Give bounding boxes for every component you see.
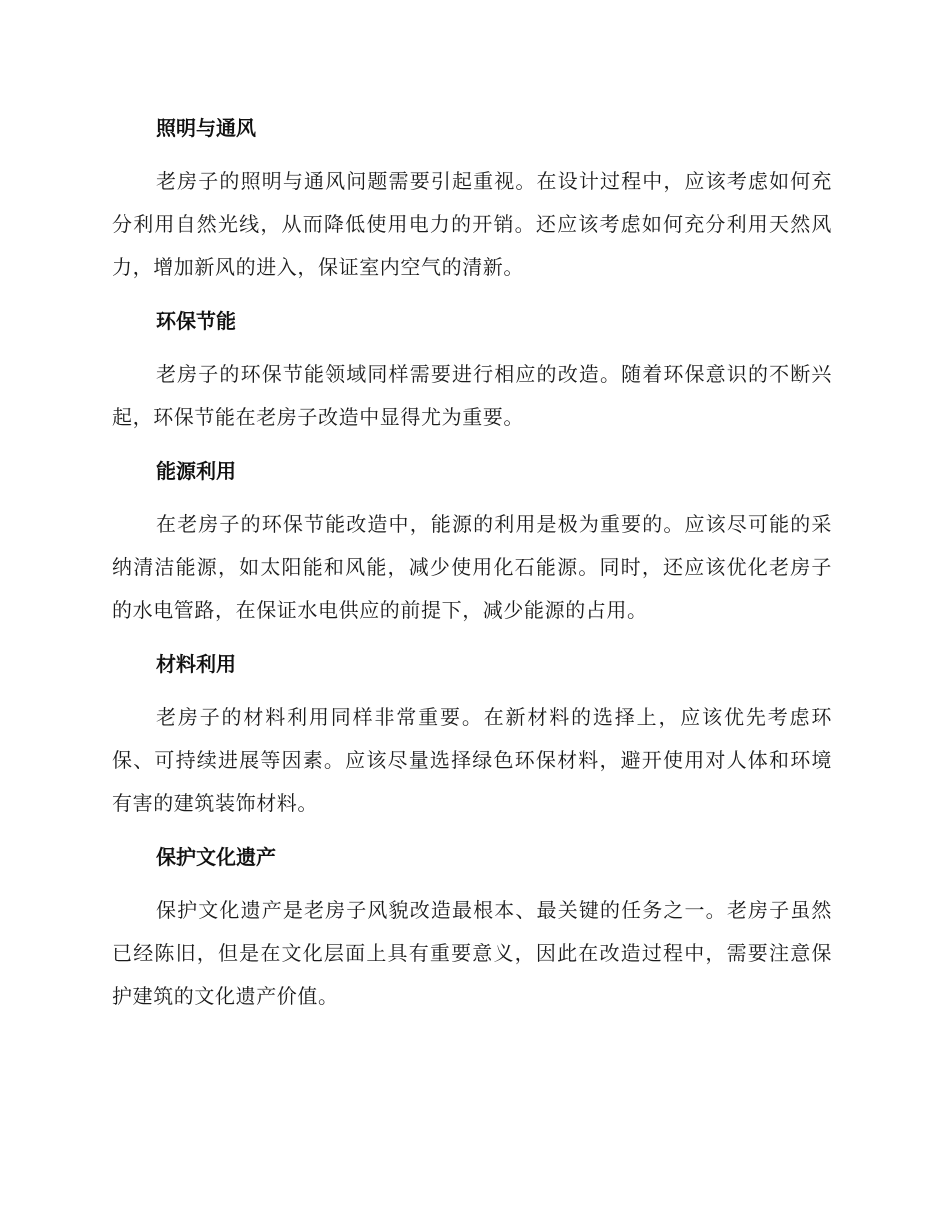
section-eco-energy-saving <box>112 301 832 439</box>
section-lighting-ventilation <box>112 108 832 289</box>
section-heading: 保护文化遗产 <box>156 845 276 869</box>
section-paragraph: 保护文化遗产是老房子风貌改造最根本、最关键的任务之一。老房子虽然已经陈旧，但是在文化层面上具有重要意义，因此在改造过程中，需要注意保护建筑的文化遗产价值。 <box>112 898 832 1008</box>
section-energy-use <box>112 451 832 632</box>
section-paragraph: 在老房子的环保节能改造中，能源的利用是极为重要的。应该尽可能的采纳清洁能源，如太阳能和风能，减少使用化石能源。同时，还应该优化老房子的水电管路，在保证水电供应的前提下，减少能源的占用。 <box>112 512 832 622</box>
section-paragraph: 老房子的环保节能领域同样需要进行相应的改造。随着环保意识的不断兴起，环保节能在老房子改造中显得尤为重要。 <box>112 362 832 429</box>
section-material-use <box>112 644 832 825</box>
section-paragraph: 老房子的照明与通风问题需要引起重视。在设计过程中，应该考虑如何充分利用自然光线，从而降低使用电力的开销。还应该考虑如何充分利用天然风力，增加新风的进入，保证室内空气的清新。 <box>112 169 832 279</box>
section-cultural-heritage <box>112 837 832 1018</box>
section-heading: 材料利用 <box>156 652 236 676</box>
section-heading: 能源利用 <box>156 459 236 483</box>
section-heading: 环保节能 <box>156 309 236 333</box>
section-paragraph: 老房子的材料利用同样非常重要。在新材料的选择上，应该优先考虑环保、可持续进展等因素。应该尽量选择绿色环保材料，避开使用对人体和环境有害的建筑装饰材料。 <box>112 705 832 815</box>
document-page <box>112 108 832 1030</box>
section-heading: 照明与通风 <box>156 116 256 140</box>
